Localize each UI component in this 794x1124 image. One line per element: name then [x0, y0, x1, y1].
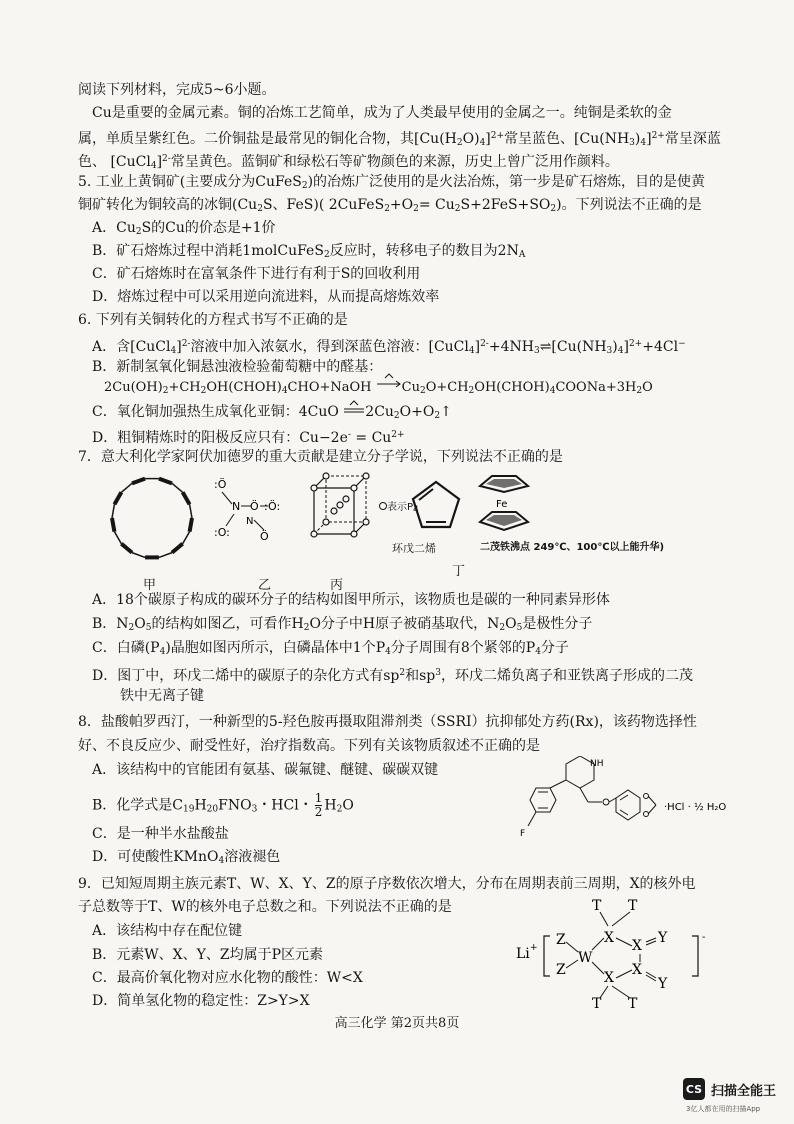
q8-option-c: C．是一种半水盐酸盐: [92, 826, 229, 842]
svg-text:N: N: [246, 516, 254, 527]
q8-stem-2: 好、不良反应少、耐受性好，治疗指数高。下列有关该物质叙述不正确的是: [78, 738, 540, 754]
watermark-app-name: 扫描全能王: [711, 1083, 777, 1099]
svg-text:Z: Z: [556, 962, 566, 978]
heat-arrow-icon: [376, 379, 402, 391]
fe-atom-label: Fe: [496, 499, 508, 510]
carbon-bond: [114, 532, 121, 544]
q8-option-a: A．该结构中的官能团有氨基、碳氟键、醚键、碳碳双键: [92, 762, 439, 778]
q6-option-b: B．新制氢氧化铜悬浊液检验葡萄糖中的醛基：: [92, 359, 383, 375]
carbon-bond: [114, 492, 121, 504]
carbon-bond: [121, 544, 132, 553]
ferrocene-figure: [472, 472, 534, 538]
passage-line-2: 属，单质呈紫红色。二价铜盐是最常见的铜化合物，其$[Cu(H_2O)_4]^{2+}$常呈蓝色、$[Cu(NH_3)_4]^{2+}$常呈深蓝: [78, 131, 721, 148]
svg-text:Ö:: Ö:: [268, 500, 281, 513]
q7-option-a: A．18个碳原子构成的碳环分子的结构如图甲所示，该物质也是碳的一种同素异形体: [92, 592, 610, 608]
p4-legend: 表示P4: [379, 498, 419, 515]
svg-text:W: W: [578, 950, 593, 966]
camscanner-logo-icon: CS: [683, 1078, 705, 1100]
svg-text::O:: :O:: [214, 526, 230, 539]
carbon-bond: [159, 479, 172, 484]
carbon-bond: [190, 504, 192, 518]
q5-option-a: A．$Cu_2S$的Cu的价态是+1价: [92, 220, 276, 237]
svg-text:-: -: [702, 932, 706, 943]
carbon-bond: [112, 504, 114, 518]
lithium-salt-structure-figure: [508, 898, 718, 1010]
q6-option-b-equation: $2Cu(OH)_2+CH_2OH(CHOH)_4CHO+NaOH$ $Cu_2O+CH_2OH(CHOH)_4COONa+3H_2O$: [104, 378, 653, 401]
q5-option-d: D．熔炼过程中可以采用逆向流进料，从而提高熔炼效率: [92, 289, 440, 305]
passage-line-1: Cu是重要的金属元素。铜的冶炼工艺简单，成为了人类最早使用的金属之一。纯铜是柔软的金: [92, 105, 672, 121]
scanner-watermark: [683, 1078, 776, 1100]
figure-label-jia: 甲: [143, 578, 157, 593]
paroxetine-structure-figure: [518, 756, 758, 840]
fraction-one-half: $\frac{1}{2}$: [314, 791, 323, 819]
q5-stem-1: 5. 工业上黄铜矿(主要成分为CuFeS$_2$)的冶炼广泛使用的是火法冶炼，第一步是矿石熔炼，目的是使黄: [78, 174, 706, 191]
carbon-bond: [172, 483, 183, 492]
q6-option-c: C．氧化铜加强热生成氧化亚铜：4CuO $2Cu_2O+O_2↑$: [92, 402, 452, 426]
svg-text:X: X: [632, 962, 642, 978]
svg-text:T: T: [592, 898, 602, 914]
svg-text::Ö: :Ö: [214, 478, 227, 491]
q6-option-a: A．含[CuCl$_4$]$^{2-}$溶液中加入浓氨水，得到深蓝色溶液：$[CuCl_4]^{2-}+4NH_3\rightleftharpoons[Cu(NH_3)_4]^{2+}+4Cl^-$: [92, 339, 686, 356]
q7-stem: 7．意大利化学家阿伏加德罗的重大贡献是建立分子学说，下列说法不正确的是: [78, 449, 563, 465]
q9-option-c: C．最高价氧化物对应水化物的酸性：W<X: [92, 970, 363, 986]
q5-stem-2: 铜矿转化为铜较高的冰铜($Cu_2S$、FeS)( $2CuFeS_2+O_2= Cu_2S+2FeS+SO_2$)。下列说法不正确的是: [78, 197, 702, 214]
q7-option-c: C．白磷$(P_4)$晶胞如图丙所示，白磷晶体中1个$P_4$分子周围有8个紧邻的$P_4$分子: [92, 640, 569, 657]
svg-text:N: N: [232, 500, 241, 513]
q8-option-d: D．可使酸性KMnO$_4$溶液褪色: [92, 849, 281, 866]
svg-text:T: T: [628, 996, 638, 1010]
watermark-tagline: 3亿人都在用的扫描App: [686, 1105, 761, 1113]
carbon-bond: [112, 518, 114, 532]
q5-option-c: C．矿石熔炼时在富氧条件下进行有利于S的回收利用: [92, 266, 421, 282]
q5-option-b: B．矿石熔炼过程中消耗1molCuFeS$_2$反应时，转移电子的数目为$2N_A$: [92, 243, 526, 260]
q6-option-d: D．粗铜精炼时的阳极反应只有：$Cu-2e^- = Cu^{2+}$: [92, 430, 405, 446]
q9-stem-1: 9．已知短周期主族元素T、W、X、Y、Z的原子序数依次增大，分布在周期表前三周期，X的核外电: [78, 876, 696, 892]
hydrochloride-label: ·HCl · ½ H₂O: [664, 802, 727, 813]
page-footer: 高三化学 第2页共8页: [334, 1016, 460, 1031]
figure-label-bing: 丙: [330, 578, 344, 593]
cyclopentadiene-figure: [408, 478, 464, 534]
carbon-bond: [132, 479, 145, 484]
passage-line-3: 色、 [CuCl$_4$]$^{2-}$常呈黄色。蓝铜矿和绿松石等矿物颜色的来源，历史上曾广泛用作颜料。: [78, 154, 619, 171]
carbon-bond: [121, 483, 132, 492]
svg-text:Ö: Ö: [250, 500, 259, 513]
svg-text:Ö: Ö: [260, 530, 269, 543]
q9-stem-2: 子总数等于T、W的核外电子总数之和。下列说法不正确的是: [78, 899, 452, 915]
svg-text:X: X: [632, 938, 642, 954]
carbon-bond: [172, 544, 183, 553]
svg-text:Y: Y: [658, 930, 668, 946]
carbon-ring-bonds: [112, 479, 192, 558]
svg-text::: :: [264, 500, 268, 513]
passage-intro: 阅读下列材料，完成5~6小题。: [78, 82, 276, 98]
q7-option-d-line-2: 铁中无离子键: [120, 688, 204, 704]
figure-label-yi: 乙: [258, 578, 272, 593]
q6-stem: 6. 下列有关铜转化的方程式书写不正确的是: [78, 312, 348, 328]
q7-option-d-line-1: D．图丁中，环戊二烯中的碳原子的杂化方式有$sp^2$和$sp^3$，环戊二烯负离子和亚铁离子形成的二茂: [92, 668, 693, 684]
q8-stem-1: 8．盐酸帕罗西汀，一种新型的5-羟色胺再摄取阻滞剂类（SSRI）抗抑郁处方药(Rx)，该药物选择性: [78, 714, 697, 730]
q7-option-b: B．$N_2O_5$的结构如图乙，可看作$H_2O$分子中H原子被硝基取代，$N_2O_5$是极性分子: [92, 616, 593, 633]
fluorine-label: F: [520, 829, 526, 839]
carbon-bond: [183, 532, 190, 544]
svg-text:Li: Li: [516, 946, 530, 962]
q9-option-a: A．该结构中存在配位键: [92, 923, 243, 939]
q9-option-b: B．元素W、X、Y、Z均属于P区元素: [92, 947, 324, 963]
svg-text:+: +: [530, 943, 538, 953]
carbon-bond: [132, 553, 145, 558]
q8-option-b: B．化学式是$C_{19}H_{20}FNO_3$・HCl・ $\frac{1}{2}$ $H_2O$: [92, 791, 354, 819]
open-circle-icon: [379, 502, 387, 510]
n2o5-structure-figure: [204, 474, 286, 544]
carbon-bond: [183, 492, 190, 504]
carbon-ring-figure: [104, 470, 200, 566]
white-phosphorus-cell-figure: [308, 470, 374, 542]
high-temp-equals-icon: [343, 404, 365, 416]
nh-label: NH: [590, 759, 604, 769]
carbon-bond: [190, 518, 192, 532]
cyclopentadiene-label: 环戊二烯: [392, 542, 436, 555]
svg-text:Y: Y: [658, 976, 668, 992]
svg-text:X: X: [604, 970, 614, 986]
ferrocene-caption: 二茂铁沸点 249℃、100℃以上能升华): [480, 542, 665, 553]
svg-text:T: T: [592, 996, 602, 1010]
svg-text:Z: Z: [556, 932, 566, 948]
figure-label-ding: 丁: [452, 564, 466, 579]
carbon-bond: [159, 553, 172, 558]
svg-text:X: X: [604, 930, 614, 946]
svg-text:T: T: [628, 898, 638, 914]
q9-option-d: D．简单氢化物的稳定性：Z>Y>X: [92, 993, 310, 1009]
